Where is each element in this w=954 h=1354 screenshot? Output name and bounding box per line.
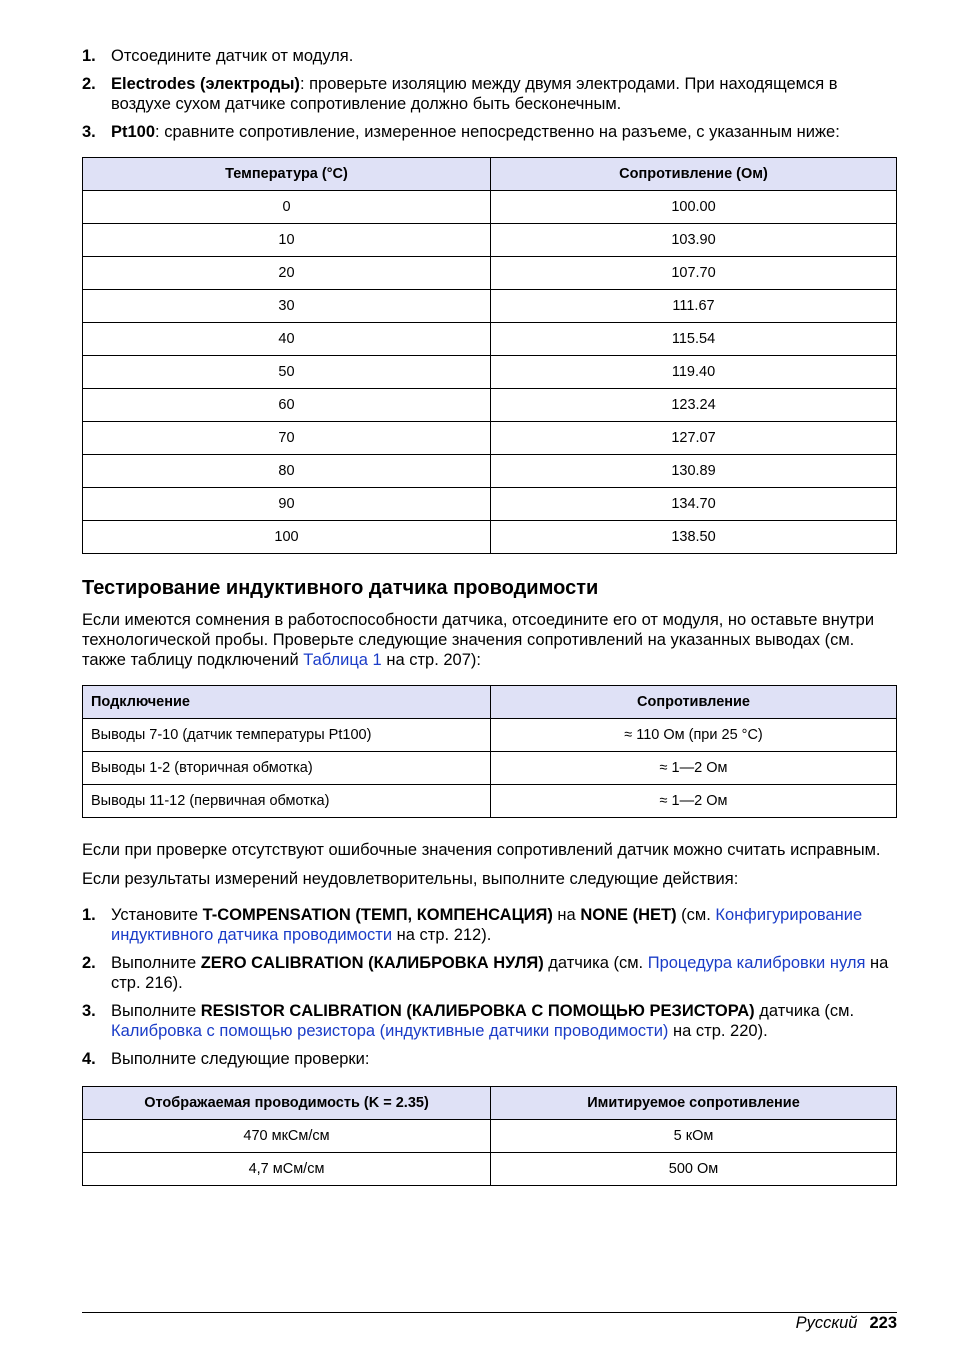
footer-language: Русский — [795, 1314, 858, 1332]
step-bold-term: RESISTOR CALIBRATION (КАЛИБРОВКА С ПОМОЩЬЮ РЕЗИСТОРА) — [200, 1002, 755, 1020]
table-cell: 60 — [83, 389, 491, 422]
step-text: Выполните следующие проверки: — [111, 1050, 370, 1068]
table-cell: 4,7 мСм/см — [83, 1153, 491, 1186]
paragraph-ok: Если при проверке отсутствуют ошибочные значения сопротивлений датчик можно считать исправным. — [82, 841, 881, 859]
table-cell: 0 — [83, 191, 491, 224]
step-text: : сравните сопротивление, измеренное непосредственно на разъеме, с указанным ниже: — [155, 123, 840, 141]
table-cell: 130.89 — [491, 455, 897, 488]
table-row — [83, 257, 897, 290]
table-row — [83, 785, 897, 818]
footer-divider — [82, 1312, 897, 1313]
table-row — [83, 290, 897, 323]
table-header: Сопротивление — [491, 686, 897, 719]
connection-resistance-table — [82, 685, 897, 818]
step-number: 3. — [82, 123, 96, 141]
step-number: 1. — [82, 906, 96, 924]
table-cell: 40 — [83, 323, 491, 356]
step-bold-term: NONE (НЕТ) — [580, 906, 677, 924]
table-cell: 138.50 — [491, 521, 897, 554]
step-bold-term: ZERO CALIBRATION (КАЛИБРОВКА НУЛЯ) — [200, 954, 544, 972]
step-text: на стр. 212). — [392, 926, 492, 944]
step-number: 3. — [82, 1002, 96, 1020]
table-header: Подключение — [83, 686, 491, 719]
table-header-row — [83, 1087, 897, 1120]
table-row — [83, 422, 897, 455]
table-cell: 500 Ом — [491, 1153, 897, 1186]
table-cell: 20 — [83, 257, 491, 290]
table-row — [83, 389, 897, 422]
step-number: 1. — [82, 47, 96, 65]
step-text: датчика (см. — [754, 1002, 855, 1020]
step-text: на стр. 220). — [668, 1022, 768, 1040]
step-item — [82, 122, 897, 142]
table-row — [83, 455, 897, 488]
step-text: Установите — [111, 906, 203, 924]
table-row — [83, 1153, 897, 1186]
table-cell: 70 — [83, 422, 491, 455]
step-bold-term: T-COMPENSATION (ТЕМП, КОМПЕНСАЦИЯ) — [202, 906, 553, 924]
table-cell: 10 — [83, 224, 491, 257]
intro-text: Если имеются сомнения в работоспособности датчика, отсоедините его от модуля, но оставьте внутри технологической пробы. Проверьте следующие значения сопротивлений на указанных выводах (см. также таблицу подключений — [82, 611, 875, 669]
intro-paragraph — [82, 610, 897, 670]
page-footer — [796, 1313, 897, 1333]
step-item — [82, 1001, 897, 1041]
table-cell: 100 — [83, 521, 491, 554]
page-number: 223 — [869, 1314, 897, 1332]
steps-bottom — [82, 905, 897, 1069]
section-title: Тестирование индуктивного датчика проводимости — [82, 577, 599, 599]
table-cell: 107.70 — [491, 257, 897, 290]
table-header: Сопротивление (Ом) — [491, 158, 897, 191]
pt100-resistance-table — [82, 157, 897, 554]
step-text: на — [552, 906, 581, 924]
inductive-config-link[interactable]: Конфигурирование индуктивного датчика проводимости — [111, 906, 863, 944]
table-cell: Выводы 11-12 (первичная обмотка) — [83, 785, 491, 818]
step-text: (см. — [676, 906, 716, 924]
paragraph-bad: Если результаты измерений неудовлетворительны, выполните следующие действия: — [82, 870, 739, 888]
table-header: Отображаемая проводимость (K = 2.35) — [83, 1087, 491, 1120]
table-cell: Выводы 7-10 (датчик температуры Pt100) — [83, 719, 491, 752]
step-item — [82, 1049, 897, 1069]
step-item — [82, 953, 897, 993]
table-row — [83, 488, 897, 521]
table-header-row — [83, 686, 897, 719]
table-1-link[interactable]: Таблица 1 — [303, 651, 382, 669]
table-row — [83, 1120, 897, 1153]
step-text: Выполните — [111, 954, 201, 972]
table-cell: 30 — [83, 290, 491, 323]
step-item — [82, 46, 897, 66]
step-number: 2. — [82, 954, 96, 972]
table-cell: 111.67 — [491, 290, 897, 323]
table-row — [83, 521, 897, 554]
table-cell: ≈ 110 Ом (при 25 °C) — [491, 719, 897, 752]
table-row — [83, 356, 897, 389]
table-cell: 127.07 — [491, 422, 897, 455]
step-text: датчика (см. — [543, 954, 648, 972]
table-row — [83, 719, 897, 752]
table-cell: Выводы 1-2 (вторичная обмотка) — [83, 752, 491, 785]
resistor-calibration-link[interactable]: Калибровка с помощью резистора (индуктивные датчики проводимости) — [111, 1022, 669, 1040]
table-cell: 80 — [83, 455, 491, 488]
table-header-row — [83, 158, 897, 191]
steps-top — [82, 46, 897, 142]
table-row — [83, 224, 897, 257]
table-row — [83, 752, 897, 785]
intro-text-after: на стр. 207): — [381, 651, 481, 669]
table-cell: 119.40 — [491, 356, 897, 389]
step-text: Выполните — [111, 1002, 201, 1020]
zero-calibration-link[interactable]: Процедура калибровки нуля — [647, 954, 866, 972]
table-cell: 123.24 — [491, 389, 897, 422]
table-row — [83, 191, 897, 224]
step-text: на стр. 216). — [111, 954, 889, 992]
document-page — [82, 46, 897, 1186]
step-item — [82, 905, 897, 945]
table-cell: 103.90 — [491, 224, 897, 257]
table-cell: 5 кОм — [491, 1120, 897, 1153]
table-cell: 100.00 — [491, 191, 897, 224]
step-bold-term: Electrodes (электроды) — [111, 75, 300, 93]
conductivity-check-table — [82, 1086, 897, 1186]
table-cell: 90 — [83, 488, 491, 521]
step-item — [82, 74, 897, 114]
table-header: Имитируемое сопротивление — [491, 1087, 897, 1120]
step-bold-term: Pt100 — [111, 123, 156, 141]
table-cell: 115.54 — [491, 323, 897, 356]
table-cell: ≈ 1—2 Ом — [491, 785, 897, 818]
table-cell: 50 — [83, 356, 491, 389]
table-cell: ≈ 1—2 Ом — [491, 752, 897, 785]
step-text: : проверьте изоляцию между двумя электродами. При находящемся в воздухе сухом датчике сопротивление должно быть бесконечным. — [111, 75, 838, 113]
step-number: 4. — [82, 1050, 96, 1068]
table-header: Температура (°C) — [83, 158, 491, 191]
step-text: Отсоедините датчик от модуля. — [111, 47, 354, 65]
table-row — [83, 323, 897, 356]
step-number: 2. — [82, 75, 96, 93]
table-cell: 470 мкСм/см — [83, 1120, 491, 1153]
table-cell: 134.70 — [491, 488, 897, 521]
